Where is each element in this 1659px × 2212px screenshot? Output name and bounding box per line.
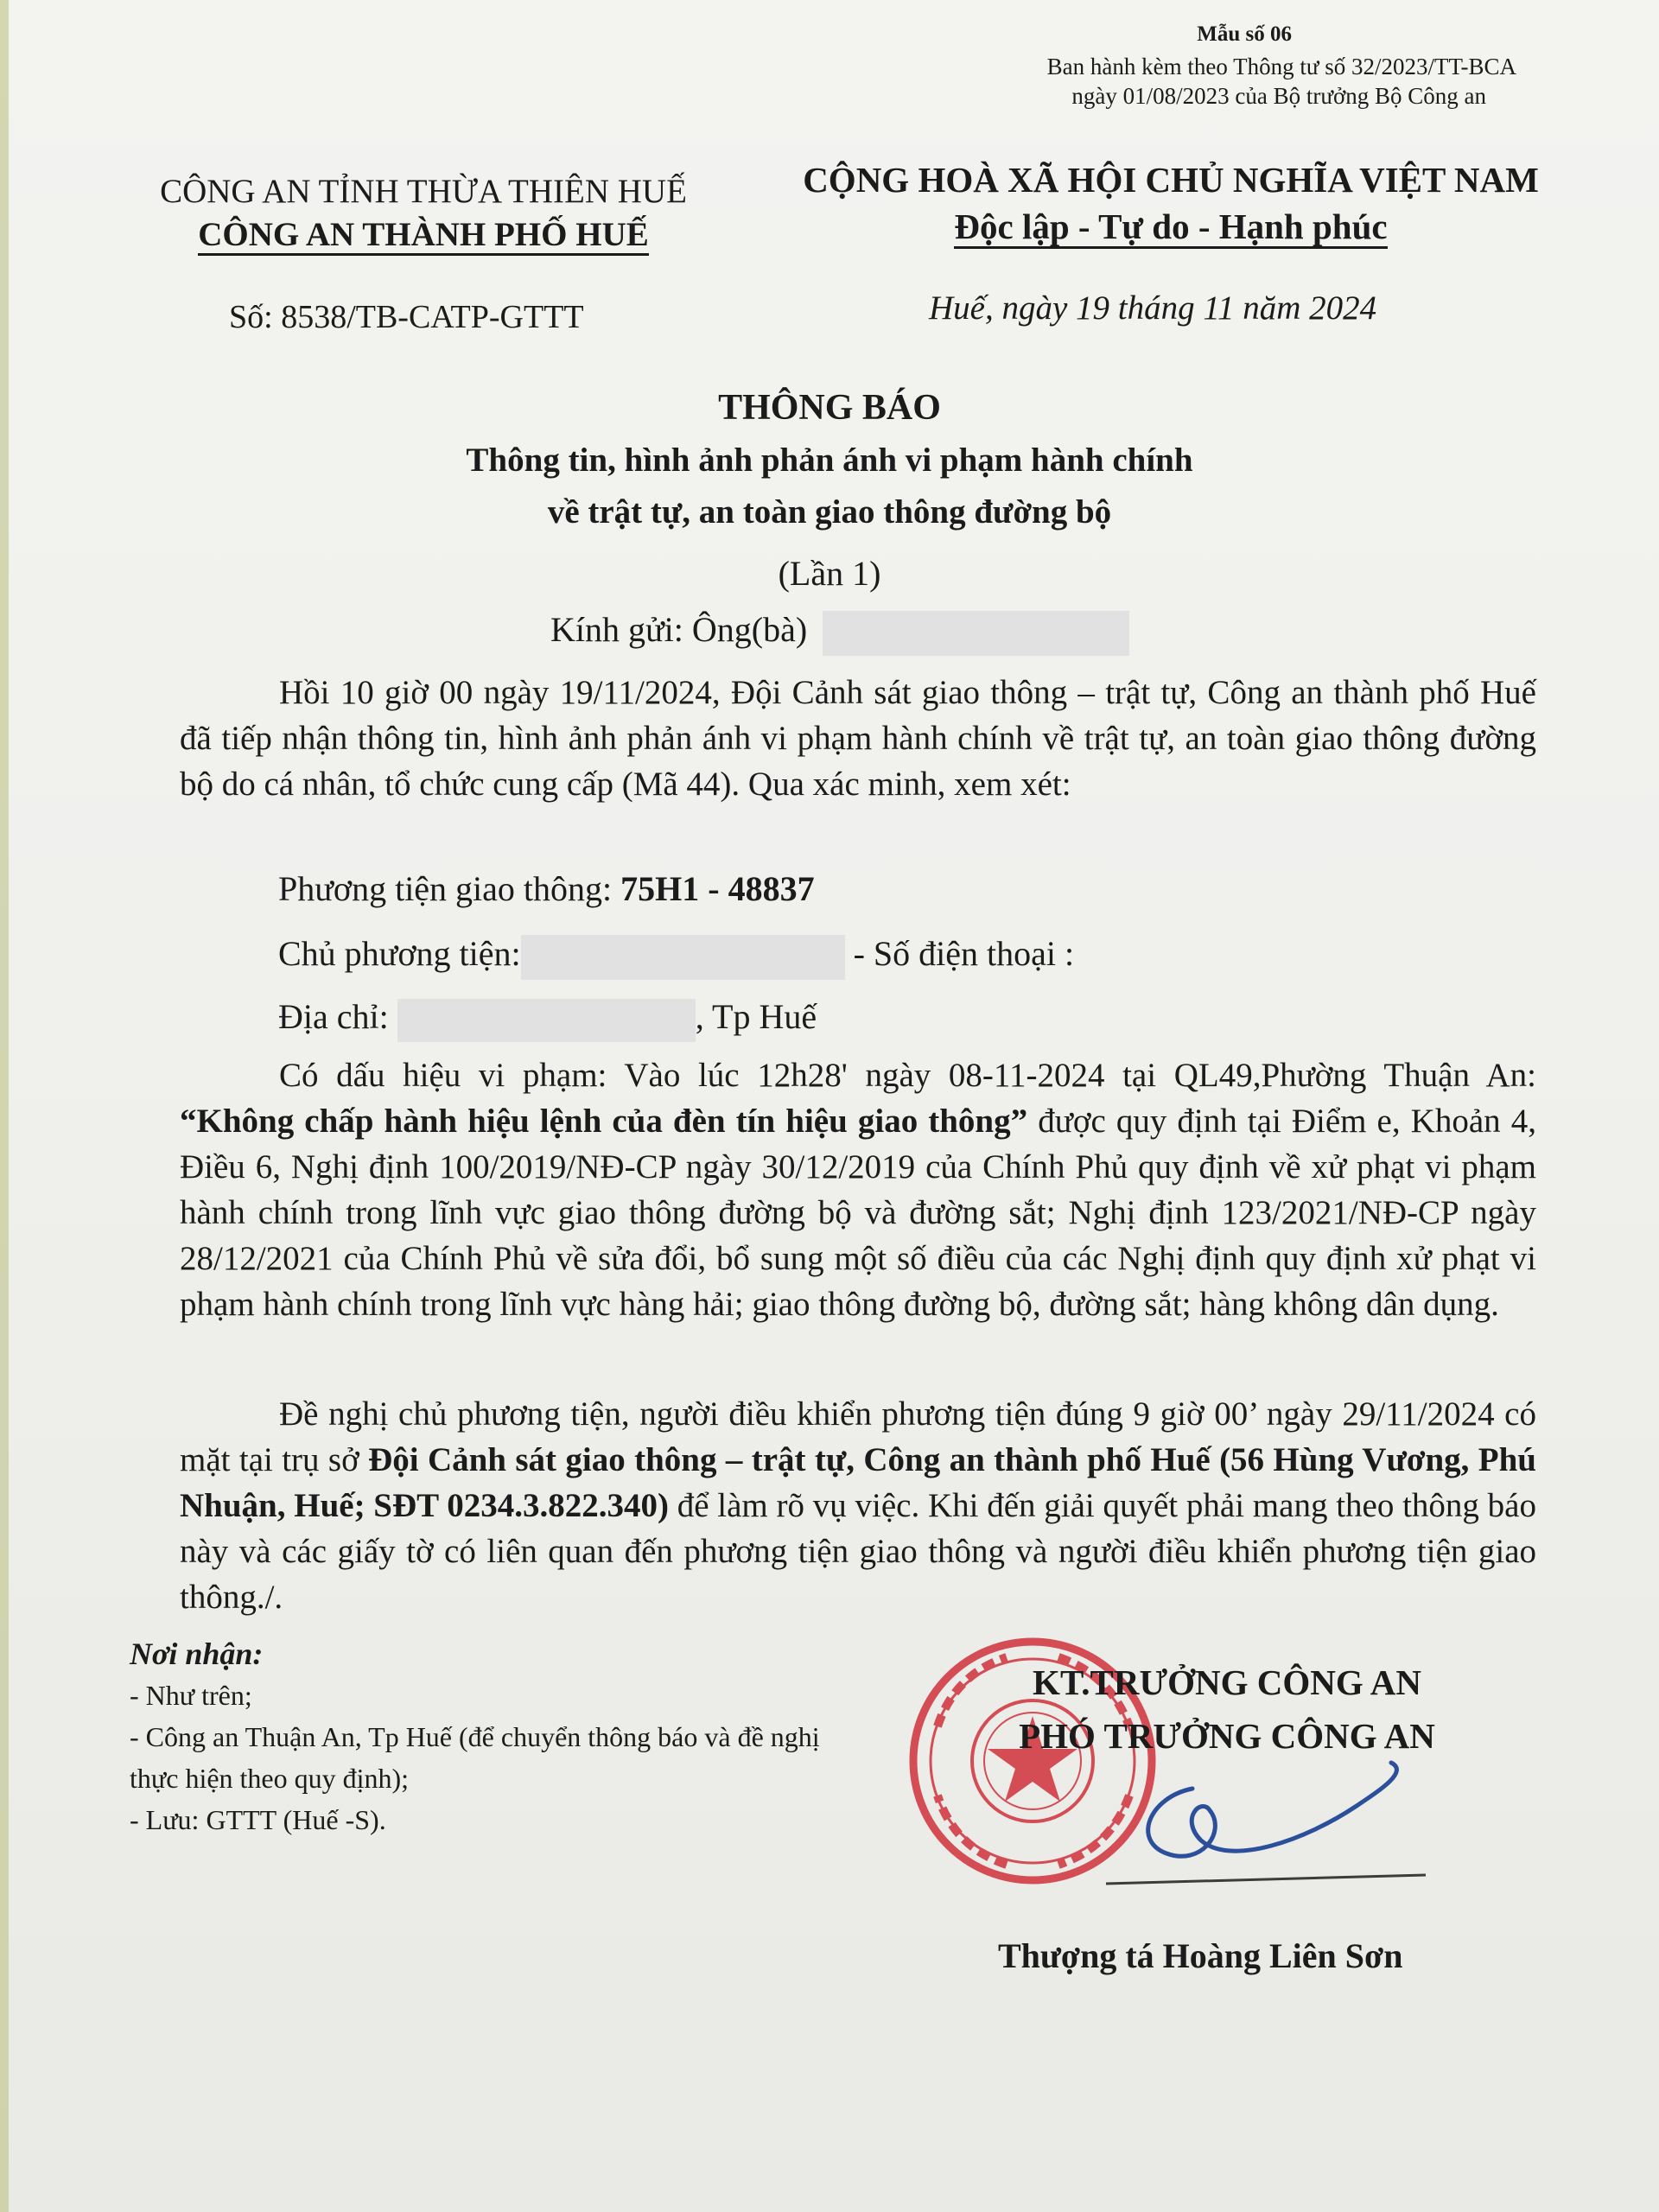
phone-label: - Số điện thoại : [844, 934, 1075, 973]
signature-title-line2: PHÓ TRƯỞNG CÔNG AN [1019, 1716, 1435, 1756]
place-date: Huế, ngày 19 tháng 11 năm 2024 [929, 289, 1377, 327]
country-motto [760, 204, 1581, 249]
form-issued-line1: Ban hành kèm theo Thông tư số 32/2023/TT-BCA [1046, 54, 1516, 79]
vehicle-label: Phương tiện giao thông: [278, 869, 621, 908]
violation-legal-basis: được quy định tại Điểm e, Khoản 4, Điều 6, Nghị định 100/2019/NĐ-CP ngày 30/12/2019 của Chính Phủ quy định về xử phạt vi phạm hành chính trong lĩnh vực giao thông đường bộ và đường sắt; Nghị định 123/2021/NĐ-CP ngày 28/12/2021 của Chính Phủ về sửa đổi, bổ sung một số điều của các Nghị định quy định xử phạt vi phạm hành chính trong lĩnh vực hàng hải; giao thông đường bộ, đường sắt; hàng không dân dụng. [180, 1103, 1536, 1323]
country-motto-text: Độc lập - Tự do - Hạnh phúc [954, 207, 1387, 249]
recipient-item-2: - Công an Thuận An, Tp Huế (để chuyển thông báo và đề nghị thực hiện theo quy định); [130, 1721, 820, 1794]
intro-paragraph: Hồi 10 giờ 00 ngày 19/11/2024, Đội Cảnh sát giao thông – trật tự, Công an thành phố Huế đã tiếp nhận thông tin, hình ảnh phản ánh vi phạm hành chính về trật tự, an toàn giao thông đường bộ do cá nhân, tổ chức cung cấp (Mã 44). Qua xác minh, xem xét: [180, 674, 1536, 803]
violation-intro: Có dấu hiệu vi phạm: Vào lúc 12h28' ngày 08-11-2024 tại QL49,Phường Thuận An: [279, 1057, 1536, 1094]
owner-label: Chủ phương tiện: [278, 934, 521, 973]
request-intro: Đề nghị chủ phương tiện, người điều khiển phương tiện đúng 9 giờ 00’ ngày 29/11/2024 có mặt tại trụ sở [180, 1395, 1536, 1478]
form-number: Mẫu số 06 [1197, 22, 1292, 46]
signature-title-line1: KT.TRƯỞNG CÔNG AN [1033, 1662, 1421, 1702]
agency-name [130, 214, 717, 256]
address-redacted [397, 999, 696, 1042]
doc-title: THÔNG BÁO [718, 388, 941, 428]
recipient-item-3: - Lưu: GTTT (Huế -S). [130, 1804, 386, 1835]
violation-description: “Không chấp hành hiệu lệnh của đèn tín hiệu giao thông” [180, 1103, 1028, 1140]
doc-subtitle-line1: Thông tin, hình ảnh phản ánh vi phạm hành chính [466, 442, 1193, 479]
agency-name-text: CÔNG AN THÀNH PHỐ HUẾ [198, 216, 649, 256]
recipient-name-redacted [823, 611, 1129, 656]
request-office: Đội Cảnh sát giao thông – trật tự, Công an thành phố Huế (56 Hùng Vương, Phú Nhuận, Huế; SĐT 0234.3.822.340) [180, 1441, 1536, 1524]
round-number: (Lần 1) [778, 554, 881, 593]
recipient-label: Kính gửi: Ông(bà) [550, 610, 808, 649]
request-details: để làm rõ vụ việc. Khi đến giải quyết phải mang theo thông báo này và các giấy tờ có liên quan đến phương tiện giao thông và người điều khiển phương tiện giao thông./. [180, 1487, 1536, 1616]
recipient-item-1: - Như trên; [130, 1680, 252, 1711]
form-issued-line2: ngày 01/08/2023 của Bộ trưởng Bộ Công an [1071, 83, 1486, 109]
address-field [278, 994, 817, 1042]
country-name: CỘNG HOÀ XÃ HỘI CHỦ NGHĨA VIỆT NAM [803, 160, 1539, 200]
signer-name: Thượng tá Hoàng Liên Sơn [998, 1936, 1403, 1975]
handwritten-signature [1080, 1737, 1443, 1901]
paper-edge [0, 0, 9, 2212]
violation-paragraph [180, 1052, 1536, 1327]
vehicle-plate: 75H1 - 48837 [620, 869, 815, 908]
request-paragraph [180, 1391, 1536, 1620]
address-suffix: , Tp Huế [695, 997, 817, 1036]
owner-field [278, 931, 1074, 980]
agency-parent: CÔNG AN TỈNH THỪA THIÊN HUẾ [160, 173, 687, 210]
address-label: Địa chỉ: [278, 997, 389, 1036]
recipients-heading: Nơi nhận: [130, 1637, 264, 1671]
recipients-block [130, 1633, 864, 1840]
vehicle-field [278, 866, 815, 912]
doc-subtitle-line2: về trật tự, an toàn giao thông đường bộ [547, 493, 1112, 531]
owner-name-redacted [521, 935, 845, 980]
recipient-line [550, 607, 1129, 656]
document-number: Số: 8538/TB-CATP-GTTT [229, 299, 584, 335]
